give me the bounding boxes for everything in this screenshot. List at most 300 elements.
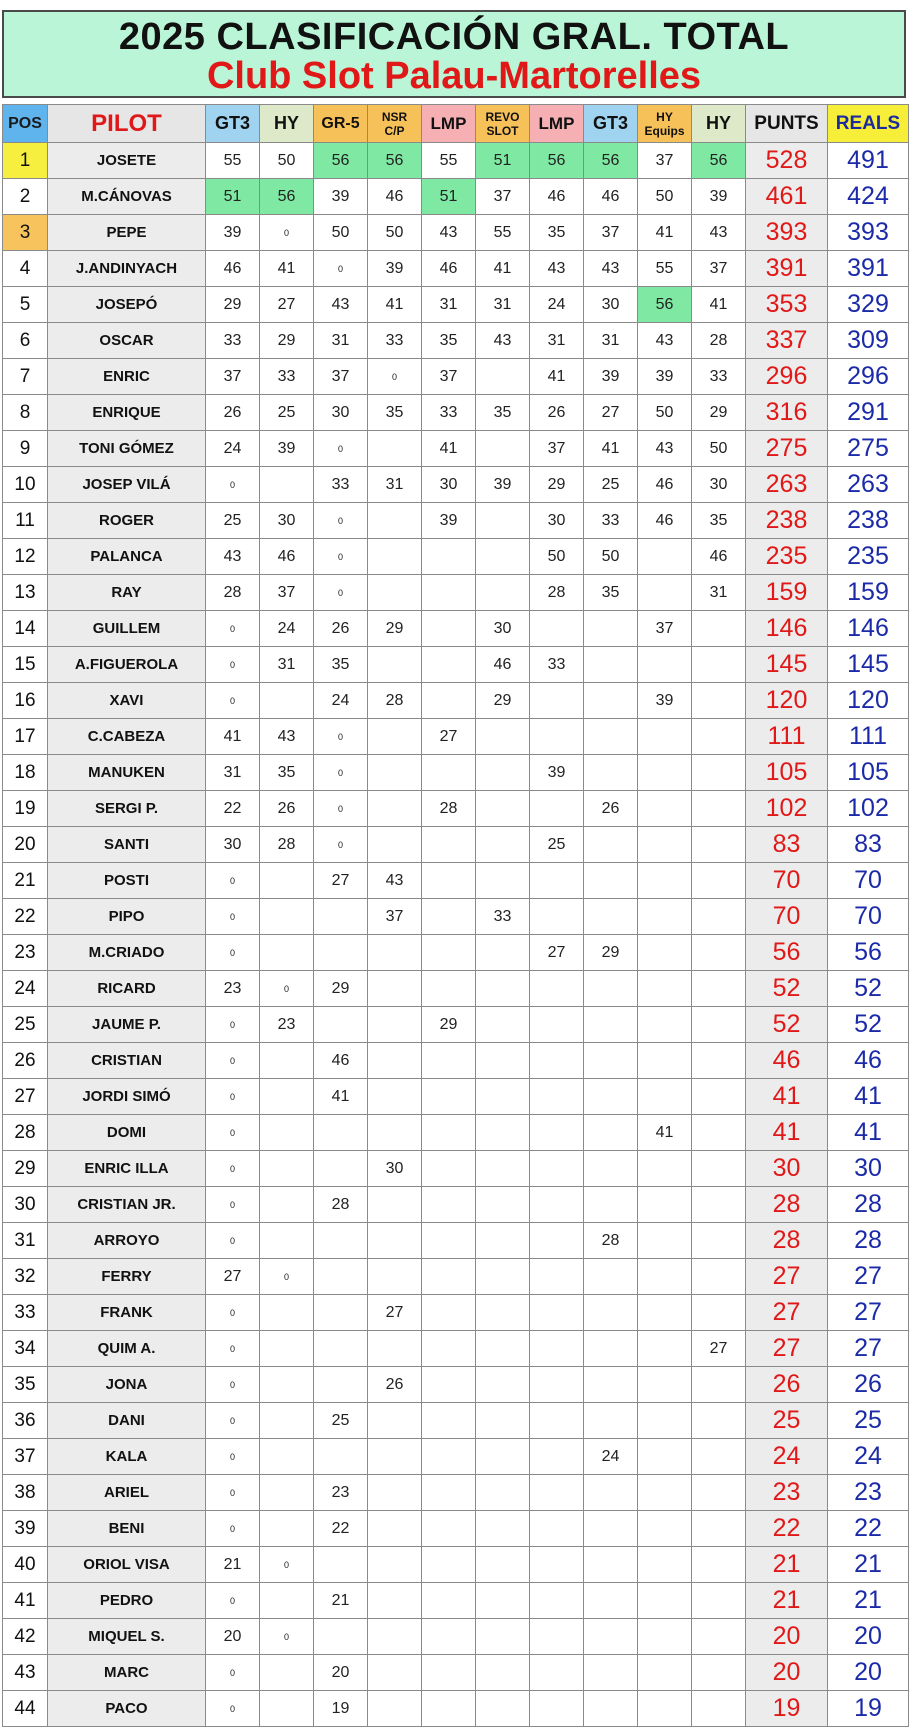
score-cell bbox=[476, 719, 530, 755]
header-race-9 bbox=[638, 105, 692, 143]
score-cell bbox=[422, 611, 476, 647]
position-cell: 20 bbox=[3, 827, 48, 863]
table-row bbox=[3, 611, 909, 647]
score-cell: 26 bbox=[260, 791, 314, 827]
header-race-10 bbox=[692, 105, 746, 143]
score-cell: 0 bbox=[206, 1079, 260, 1115]
score-cell: 43 bbox=[206, 539, 260, 575]
score-cell: 31 bbox=[422, 287, 476, 323]
position-cell: 2 bbox=[3, 179, 48, 215]
score-cell bbox=[314, 1295, 368, 1331]
score-cell: 37 bbox=[638, 143, 692, 179]
score-cell: 41 bbox=[368, 287, 422, 323]
score-cell: 37 bbox=[638, 611, 692, 647]
punts-cell: 275 bbox=[746, 431, 828, 467]
score-cell: 39 bbox=[530, 755, 584, 791]
pilot-name: MIQUEL S. bbox=[48, 1619, 206, 1655]
score-cell bbox=[368, 1079, 422, 1115]
position-cell: 7 bbox=[3, 359, 48, 395]
score-cell: 0 bbox=[206, 1223, 260, 1259]
score-cell: 25 bbox=[584, 467, 638, 503]
punts-cell: 21 bbox=[746, 1547, 828, 1583]
table-row bbox=[3, 863, 909, 899]
page-title: 2025 CLASIFICACIÓN GRAL. TOTAL bbox=[118, 16, 790, 58]
score-cell: 26 bbox=[584, 791, 638, 827]
score-cell bbox=[692, 1655, 746, 1691]
score-cell: 0 bbox=[206, 1367, 260, 1403]
reals-cell: 30 bbox=[828, 1151, 909, 1187]
score-cell bbox=[260, 1331, 314, 1367]
score-cell bbox=[692, 1295, 746, 1331]
score-cell: 50 bbox=[692, 431, 746, 467]
position-cell: 42 bbox=[3, 1619, 48, 1655]
score-cell bbox=[260, 1439, 314, 1475]
score-cell: 24 bbox=[260, 611, 314, 647]
score-cell: 29 bbox=[314, 971, 368, 1007]
punts-cell: 83 bbox=[746, 827, 828, 863]
punts-cell: 263 bbox=[746, 467, 828, 503]
score-cell: 33 bbox=[260, 359, 314, 395]
score-cell: 0 bbox=[206, 1007, 260, 1043]
reals-cell: 27 bbox=[828, 1259, 909, 1295]
table-row bbox=[3, 1367, 909, 1403]
score-cell: 37 bbox=[476, 179, 530, 215]
header-race-3 bbox=[314, 105, 368, 143]
score-cell bbox=[422, 1367, 476, 1403]
punts-cell: 30 bbox=[746, 1151, 828, 1187]
score-cell: 46 bbox=[584, 179, 638, 215]
table-row bbox=[3, 179, 909, 215]
score-cell bbox=[368, 755, 422, 791]
score-cell: 0 bbox=[260, 215, 314, 251]
pilot-name: ENRIQUE bbox=[48, 395, 206, 431]
reals-cell: 41 bbox=[828, 1079, 909, 1115]
score-cell bbox=[260, 1367, 314, 1403]
table-row bbox=[3, 467, 909, 503]
score-cell: 33 bbox=[314, 467, 368, 503]
punts-cell: 52 bbox=[746, 1007, 828, 1043]
punts-cell: 41 bbox=[746, 1115, 828, 1151]
table-row bbox=[3, 1331, 909, 1367]
reals-cell: 120 bbox=[828, 683, 909, 719]
reals-cell: 296 bbox=[828, 359, 909, 395]
score-cell bbox=[584, 611, 638, 647]
score-cell: 39 bbox=[692, 179, 746, 215]
score-cell: 37 bbox=[530, 431, 584, 467]
position-cell: 31 bbox=[3, 1223, 48, 1259]
score-cell: 39 bbox=[314, 179, 368, 215]
header-pilot: PILOT bbox=[48, 105, 206, 143]
score-cell: 20 bbox=[314, 1655, 368, 1691]
pilot-name: XAVI bbox=[48, 683, 206, 719]
score-cell bbox=[314, 1619, 368, 1655]
score-cell bbox=[584, 1187, 638, 1223]
table-row bbox=[3, 251, 909, 287]
score-cell: 30 bbox=[530, 503, 584, 539]
pilot-name: A.FIGUEROLA bbox=[48, 647, 206, 683]
score-cell bbox=[260, 1691, 314, 1727]
score-cell bbox=[314, 935, 368, 971]
score-cell: 31 bbox=[368, 467, 422, 503]
score-cell: 29 bbox=[476, 683, 530, 719]
score-cell: 0 bbox=[206, 1439, 260, 1475]
score-cell: 30 bbox=[314, 395, 368, 431]
reals-cell: 21 bbox=[828, 1547, 909, 1583]
score-cell bbox=[368, 575, 422, 611]
punts-cell: 105 bbox=[746, 755, 828, 791]
reals-cell: 291 bbox=[828, 395, 909, 431]
header-reals: REALS bbox=[828, 105, 909, 143]
score-cell bbox=[314, 1367, 368, 1403]
score-cell: 28 bbox=[584, 1223, 638, 1259]
score-cell bbox=[638, 1511, 692, 1547]
table-row bbox=[3, 539, 909, 575]
score-cell bbox=[422, 647, 476, 683]
score-cell bbox=[530, 1511, 584, 1547]
score-cell bbox=[638, 1691, 692, 1727]
score-cell bbox=[584, 1151, 638, 1187]
score-cell bbox=[476, 1691, 530, 1727]
score-cell bbox=[422, 1547, 476, 1583]
score-cell: 46 bbox=[638, 467, 692, 503]
score-cell: 31 bbox=[206, 755, 260, 791]
punts-cell: 41 bbox=[746, 1079, 828, 1115]
score-cell bbox=[368, 719, 422, 755]
pilot-name: ORIOL VISA bbox=[48, 1547, 206, 1583]
score-cell bbox=[530, 1655, 584, 1691]
score-cell bbox=[692, 1079, 746, 1115]
score-cell bbox=[476, 1655, 530, 1691]
punts-cell: 27 bbox=[746, 1259, 828, 1295]
reals-cell: 275 bbox=[828, 431, 909, 467]
score-cell: 0 bbox=[206, 467, 260, 503]
reals-cell: 146 bbox=[828, 611, 909, 647]
table-row bbox=[3, 719, 909, 755]
pilot-name: ROGER bbox=[48, 503, 206, 539]
position-cell: 29 bbox=[3, 1151, 48, 1187]
score-cell bbox=[638, 1151, 692, 1187]
score-cell bbox=[692, 935, 746, 971]
reals-cell: 424 bbox=[828, 179, 909, 215]
standings-table bbox=[2, 104, 909, 1727]
score-cell: 35 bbox=[368, 395, 422, 431]
punts-cell: 337 bbox=[746, 323, 828, 359]
score-cell bbox=[422, 1079, 476, 1115]
score-cell bbox=[584, 755, 638, 791]
pilot-name: QUIM A. bbox=[48, 1331, 206, 1367]
position-cell: 13 bbox=[3, 575, 48, 611]
score-cell bbox=[422, 1583, 476, 1619]
score-cell bbox=[476, 863, 530, 899]
table-row bbox=[3, 1403, 909, 1439]
header-race-label: REVO bbox=[485, 109, 520, 124]
score-cell bbox=[260, 1583, 314, 1619]
position-cell: 14 bbox=[3, 611, 48, 647]
score-cell: 0 bbox=[206, 1295, 260, 1331]
score-cell bbox=[638, 1187, 692, 1223]
score-cell bbox=[476, 503, 530, 539]
score-cell: 29 bbox=[584, 935, 638, 971]
score-cell: 39 bbox=[368, 251, 422, 287]
position-cell: 1 bbox=[3, 143, 48, 179]
score-cell bbox=[638, 1295, 692, 1331]
score-cell: 39 bbox=[584, 359, 638, 395]
score-cell: 37 bbox=[422, 359, 476, 395]
score-cell bbox=[638, 1619, 692, 1655]
pilot-name: JONA bbox=[48, 1367, 206, 1403]
score-cell: 26 bbox=[314, 611, 368, 647]
punts-cell: 296 bbox=[746, 359, 828, 395]
pilot-name: RICARD bbox=[48, 971, 206, 1007]
score-cell: 33 bbox=[368, 323, 422, 359]
score-cell bbox=[368, 1331, 422, 1367]
score-cell bbox=[584, 1331, 638, 1367]
score-cell bbox=[476, 1619, 530, 1655]
score-cell bbox=[368, 971, 422, 1007]
score-cell: 46 bbox=[206, 251, 260, 287]
score-cell bbox=[692, 791, 746, 827]
position-cell: 36 bbox=[3, 1403, 48, 1439]
punts-cell: 111 bbox=[746, 719, 828, 755]
score-cell: 0 bbox=[206, 1583, 260, 1619]
score-cell: 0 bbox=[206, 1403, 260, 1439]
score-cell bbox=[476, 1079, 530, 1115]
pilot-name: OSCAR bbox=[48, 323, 206, 359]
pilot-name: M.CÁNOVAS bbox=[48, 179, 206, 215]
score-cell bbox=[584, 1079, 638, 1115]
pilot-name: PEDRO bbox=[48, 1583, 206, 1619]
header-race-label: GT3 bbox=[214, 113, 250, 133]
position-cell: 33 bbox=[3, 1295, 48, 1331]
club-name: Club Slot Palau-Martorelles bbox=[206, 55, 702, 97]
pilot-name: PALANCA bbox=[48, 539, 206, 575]
score-cell bbox=[476, 359, 530, 395]
punts-cell: 353 bbox=[746, 287, 828, 323]
score-cell: 23 bbox=[260, 1007, 314, 1043]
pilot-name: FRANK bbox=[48, 1295, 206, 1331]
position-cell: 40 bbox=[3, 1547, 48, 1583]
score-cell: 41 bbox=[584, 431, 638, 467]
score-cell: 23 bbox=[314, 1475, 368, 1511]
score-cell bbox=[638, 719, 692, 755]
score-cell bbox=[260, 1295, 314, 1331]
score-cell: 27 bbox=[692, 1331, 746, 1367]
score-cell: 56 bbox=[638, 287, 692, 323]
header-race-sublabel: C/P bbox=[384, 123, 405, 138]
score-cell: 56 bbox=[530, 143, 584, 179]
score-cell: 39 bbox=[206, 215, 260, 251]
score-cell: 39 bbox=[476, 467, 530, 503]
score-cell bbox=[638, 899, 692, 935]
score-cell: 0 bbox=[314, 539, 368, 575]
score-cell bbox=[530, 1475, 584, 1511]
score-cell bbox=[584, 1403, 638, 1439]
reals-cell: 309 bbox=[828, 323, 909, 359]
score-cell bbox=[638, 863, 692, 899]
score-cell bbox=[368, 1007, 422, 1043]
table-row bbox=[3, 503, 909, 539]
table-row bbox=[3, 1259, 909, 1295]
table-row bbox=[3, 1475, 909, 1511]
score-cell: 0 bbox=[206, 1691, 260, 1727]
score-cell: 27 bbox=[530, 935, 584, 971]
score-cell: 27 bbox=[206, 1259, 260, 1295]
position-cell: 28 bbox=[3, 1115, 48, 1151]
score-cell: 30 bbox=[476, 611, 530, 647]
punts-cell: 23 bbox=[746, 1475, 828, 1511]
score-cell: 30 bbox=[422, 467, 476, 503]
score-cell bbox=[368, 791, 422, 827]
pilot-name: ARIEL bbox=[48, 1475, 206, 1511]
pilot-name: CRISTIAN JR. bbox=[48, 1187, 206, 1223]
score-cell: 50 bbox=[260, 143, 314, 179]
punts-cell: 27 bbox=[746, 1295, 828, 1331]
position-cell: 38 bbox=[3, 1475, 48, 1511]
score-cell: 30 bbox=[584, 287, 638, 323]
reals-cell: 329 bbox=[828, 287, 909, 323]
score-cell bbox=[314, 1439, 368, 1475]
score-cell: 0 bbox=[260, 1259, 314, 1295]
score-cell: 35 bbox=[314, 647, 368, 683]
reals-cell: 145 bbox=[828, 647, 909, 683]
score-cell bbox=[692, 827, 746, 863]
score-cell bbox=[530, 1115, 584, 1151]
score-cell: 0 bbox=[314, 251, 368, 287]
score-cell bbox=[638, 575, 692, 611]
punts-cell: 316 bbox=[746, 395, 828, 431]
score-cell: 50 bbox=[368, 215, 422, 251]
position-cell: 34 bbox=[3, 1331, 48, 1367]
score-cell: 28 bbox=[422, 791, 476, 827]
pilot-name: KALA bbox=[48, 1439, 206, 1475]
table-row bbox=[3, 1511, 909, 1547]
punts-cell: 27 bbox=[746, 1331, 828, 1367]
score-cell bbox=[368, 1511, 422, 1547]
score-cell: 25 bbox=[206, 503, 260, 539]
score-cell bbox=[260, 1151, 314, 1187]
reals-cell: 70 bbox=[828, 899, 909, 935]
score-cell bbox=[476, 1295, 530, 1331]
score-cell: 55 bbox=[476, 215, 530, 251]
score-cell bbox=[260, 1475, 314, 1511]
table-row bbox=[3, 827, 909, 863]
score-cell bbox=[476, 827, 530, 863]
score-cell: 55 bbox=[638, 251, 692, 287]
table-row bbox=[3, 143, 909, 179]
punts-cell: 24 bbox=[746, 1439, 828, 1475]
score-cell bbox=[584, 1619, 638, 1655]
position-cell: 12 bbox=[3, 539, 48, 575]
position-cell: 10 bbox=[3, 467, 48, 503]
punts-cell: 28 bbox=[746, 1223, 828, 1259]
score-cell bbox=[530, 1223, 584, 1259]
score-cell: 31 bbox=[584, 323, 638, 359]
position-cell: 17 bbox=[3, 719, 48, 755]
punts-cell: 22 bbox=[746, 1511, 828, 1547]
score-cell: 51 bbox=[422, 179, 476, 215]
score-cell bbox=[422, 1619, 476, 1655]
score-cell bbox=[692, 1151, 746, 1187]
position-cell: 37 bbox=[3, 1439, 48, 1475]
score-cell bbox=[530, 1079, 584, 1115]
pilot-name: RAY bbox=[48, 575, 206, 611]
score-cell: 25 bbox=[314, 1403, 368, 1439]
table-row bbox=[3, 1007, 909, 1043]
score-cell: 33 bbox=[206, 323, 260, 359]
score-cell bbox=[692, 1115, 746, 1151]
reals-cell: 83 bbox=[828, 827, 909, 863]
score-cell bbox=[476, 1115, 530, 1151]
score-cell bbox=[422, 1331, 476, 1367]
reals-cell: 26 bbox=[828, 1367, 909, 1403]
score-cell: 37 bbox=[260, 575, 314, 611]
table-row bbox=[3, 1619, 909, 1655]
header-race-label: LMP bbox=[430, 113, 467, 133]
punts-cell: 26 bbox=[746, 1367, 828, 1403]
reals-cell: 25 bbox=[828, 1403, 909, 1439]
score-cell bbox=[422, 1511, 476, 1547]
score-cell bbox=[368, 1691, 422, 1727]
score-cell bbox=[476, 1331, 530, 1367]
position-cell: 21 bbox=[3, 863, 48, 899]
score-cell bbox=[476, 935, 530, 971]
score-cell bbox=[638, 1655, 692, 1691]
score-cell: 27 bbox=[584, 395, 638, 431]
score-cell bbox=[692, 1547, 746, 1583]
reals-cell: 238 bbox=[828, 503, 909, 539]
score-cell: 28 bbox=[368, 683, 422, 719]
score-cell bbox=[530, 899, 584, 935]
score-cell: 29 bbox=[260, 323, 314, 359]
score-cell: 56 bbox=[368, 143, 422, 179]
header-race-label: GT3 bbox=[592, 113, 628, 133]
reals-cell: 27 bbox=[828, 1295, 909, 1331]
score-cell: 24 bbox=[206, 431, 260, 467]
score-cell: 0 bbox=[206, 1331, 260, 1367]
pilot-name: ARROYO bbox=[48, 1223, 206, 1259]
header-race-2 bbox=[260, 105, 314, 143]
score-cell bbox=[692, 863, 746, 899]
pilot-name: JOSEP VILÁ bbox=[48, 467, 206, 503]
score-cell: 43 bbox=[692, 215, 746, 251]
header-race-7 bbox=[530, 105, 584, 143]
score-cell bbox=[692, 755, 746, 791]
score-cell bbox=[314, 1259, 368, 1295]
table-row bbox=[3, 971, 909, 1007]
score-cell: 33 bbox=[530, 647, 584, 683]
score-cell: 25 bbox=[530, 827, 584, 863]
punts-cell: 393 bbox=[746, 215, 828, 251]
position-cell: 26 bbox=[3, 1043, 48, 1079]
score-cell bbox=[368, 1403, 422, 1439]
pilot-name: PACO bbox=[48, 1691, 206, 1727]
score-cell bbox=[422, 935, 476, 971]
header-race-label: LMP bbox=[538, 113, 575, 133]
score-cell: 41 bbox=[260, 251, 314, 287]
score-cell: 28 bbox=[206, 575, 260, 611]
score-cell: 55 bbox=[206, 143, 260, 179]
reals-cell: 491 bbox=[828, 143, 909, 179]
pilot-name: C.CABEZA bbox=[48, 719, 206, 755]
score-cell bbox=[422, 1295, 476, 1331]
score-cell bbox=[692, 1259, 746, 1295]
score-cell: 35 bbox=[422, 323, 476, 359]
pilot-name: TONI GÓMEZ bbox=[48, 431, 206, 467]
score-cell: 31 bbox=[314, 323, 368, 359]
score-cell: 55 bbox=[422, 143, 476, 179]
score-cell bbox=[476, 1439, 530, 1475]
punts-cell: 145 bbox=[746, 647, 828, 683]
